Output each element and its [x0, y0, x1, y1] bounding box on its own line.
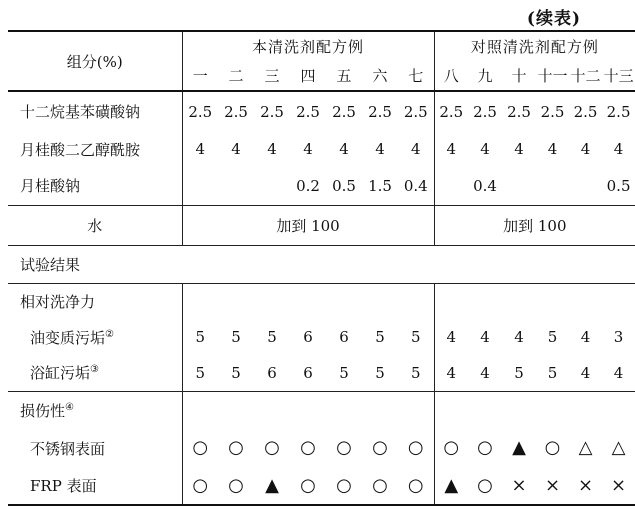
- cell: 0.5: [332, 176, 356, 195]
- cell: [502, 167, 536, 205]
- cell: 5: [182, 319, 218, 355]
- water-group-a: 加到 100: [182, 205, 434, 245]
- cell: 2.5: [540, 102, 565, 121]
- rating-symbol: △: [578, 437, 593, 458]
- cell: [569, 167, 602, 205]
- cell: [434, 167, 468, 205]
- row-label: 不锈钢表面: [30, 439, 106, 458]
- cell: 3: [613, 328, 624, 346]
- col-header: 十一: [536, 61, 569, 91]
- cell: 2.5: [332, 102, 356, 121]
- cell: 4: [580, 328, 591, 346]
- row-label-text: 油变质污垢: [30, 328, 106, 347]
- cell: 4: [480, 363, 490, 382]
- formulation-table: [8, 30, 635, 506]
- table-row: [8, 91, 635, 131]
- rating-symbol: ○: [228, 474, 244, 496]
- water-row: [8, 205, 635, 245]
- col-header: 十二: [569, 61, 602, 91]
- footnote-mark: ②: [105, 328, 114, 340]
- results-title-row: [8, 245, 635, 283]
- cell: 4: [267, 140, 277, 158]
- detergency-title: 相对洗净力: [8, 283, 182, 319]
- cell: 2.5: [403, 102, 428, 121]
- cell: 5: [375, 363, 385, 382]
- cell: 4: [514, 328, 524, 346]
- cell: 2.5: [606, 102, 631, 121]
- cell: [536, 167, 569, 205]
- cell: 4: [410, 140, 421, 158]
- footnote-mark: ③: [90, 364, 99, 376]
- water-label: 水: [8, 205, 182, 245]
- rating-symbol: ○: [182, 467, 218, 505]
- col-header: 十: [502, 61, 536, 91]
- cell: 4: [303, 140, 313, 158]
- cell: 5: [410, 363, 421, 382]
- cell: 4: [434, 355, 468, 391]
- rating-symbol: ○: [264, 437, 280, 458]
- cell: 4: [339, 140, 349, 158]
- cell: 6: [303, 363, 313, 382]
- cell: 2.5: [368, 102, 392, 121]
- rating-symbol: ○: [477, 474, 493, 496]
- cell: 4: [231, 140, 241, 158]
- water-group-b: 加到 100: [434, 205, 635, 245]
- cell: [182, 167, 218, 205]
- rating-symbol: ○: [336, 437, 352, 458]
- cell: 4: [182, 131, 218, 167]
- cell: 2.5: [434, 91, 468, 131]
- cell: 5: [231, 328, 241, 346]
- row-label: 十二烷基苯磺酸钠: [20, 103, 141, 121]
- damage-title-text: 损伤性: [20, 401, 66, 420]
- rating-symbol: ×: [544, 474, 561, 496]
- cell: 6: [267, 363, 277, 382]
- cell: 4: [434, 319, 468, 355]
- table-row: [8, 131, 635, 167]
- rating-symbol: ○: [182, 429, 218, 467]
- col-header: 一: [182, 61, 218, 91]
- cell: 4: [613, 363, 624, 382]
- rating-symbol: ×: [611, 474, 627, 496]
- table-row: [8, 467, 635, 505]
- cell: 0.4: [403, 176, 428, 195]
- table-bottom-rule: [8, 505, 635, 506]
- cell: 4: [480, 328, 490, 346]
- bottom-rule: [8, 505, 635, 506]
- cell: 2.5: [224, 102, 248, 121]
- rating-symbol: ○: [336, 474, 352, 496]
- cell: 4: [375, 140, 385, 158]
- cell: 5: [267, 328, 277, 346]
- rating-symbol: ▲: [434, 467, 468, 505]
- cell: 5: [339, 363, 349, 382]
- cell: 5: [547, 363, 558, 382]
- rating-symbol: ○: [300, 474, 316, 496]
- col-header: 五: [326, 61, 362, 91]
- rating-symbol: ○: [372, 474, 388, 496]
- rating-symbol: ×: [511, 474, 527, 496]
- col-header: 七: [398, 61, 434, 91]
- col-header: 八: [434, 61, 468, 91]
- cell: 2.5: [260, 102, 284, 121]
- cell: [254, 167, 290, 205]
- damage-title-row: [8, 391, 635, 429]
- rating-symbol: ○: [300, 437, 316, 458]
- rating-symbol: ×: [577, 474, 594, 496]
- footnote-mark: ④: [65, 401, 74, 413]
- row-label-text: 浴缸污垢: [30, 364, 91, 383]
- row-label: FRP 表面: [30, 477, 97, 495]
- table-row: [8, 355, 635, 391]
- rating-symbol: △: [611, 437, 626, 458]
- cell: 5: [182, 355, 218, 391]
- cell: 0.5: [606, 176, 631, 195]
- cell: 4: [580, 363, 591, 382]
- table-row: [8, 319, 635, 355]
- table-row: [8, 167, 635, 205]
- col-header: 三: [254, 61, 290, 91]
- cell: 4: [514, 140, 524, 158]
- cell: 1.5: [368, 176, 392, 195]
- cell: 4: [547, 140, 558, 158]
- cell: 2.5: [473, 102, 497, 121]
- component-header: 组分(%): [8, 31, 182, 91]
- spacer: [182, 283, 434, 319]
- detergency-title-row: [8, 283, 635, 319]
- row-label: [8, 355, 182, 391]
- cell: 2.5: [296, 102, 320, 121]
- row-label: 月桂酸二乙醇酰胺: [20, 140, 141, 159]
- cell: 4: [480, 140, 490, 158]
- col-header: 四: [290, 61, 326, 91]
- cell: 5: [231, 363, 241, 382]
- damage-title: [8, 391, 182, 429]
- cell: 6: [339, 328, 349, 346]
- cell: [218, 167, 254, 205]
- table-row: [8, 429, 635, 467]
- continued-label: (续表): [526, 9, 581, 29]
- row-label: [8, 319, 182, 355]
- spacer: [182, 391, 434, 429]
- cell: 2.5: [182, 91, 218, 131]
- rating-symbol: ○: [544, 437, 561, 458]
- group-b-header: 对照清洗剂配方例: [434, 31, 635, 61]
- group-a-header: 本清洗剂配方例: [182, 31, 434, 61]
- cell: 5: [547, 328, 558, 346]
- cell: 5: [375, 328, 385, 346]
- rating-symbol: ○: [228, 437, 244, 458]
- header-row-groups: [8, 31, 635, 61]
- rating-symbol: ○: [407, 437, 424, 458]
- cell: 0.4: [473, 176, 497, 195]
- cell: 4: [580, 140, 591, 158]
- rating-symbol: ▲: [265, 474, 279, 496]
- cell: 2.5: [573, 102, 598, 121]
- col-header: 六: [362, 61, 398, 91]
- results-title: 试验结果: [8, 245, 635, 283]
- cell: 4: [434, 131, 468, 167]
- row-label: 月桂酸钠: [20, 177, 81, 196]
- rating-symbol: ○: [477, 437, 493, 458]
- rating-symbol: ○: [434, 429, 468, 467]
- col-header: 二: [218, 61, 254, 91]
- cell: 0.2: [296, 176, 320, 195]
- cell: 5: [410, 328, 421, 346]
- rating-symbol: ○: [372, 437, 388, 458]
- cell: 2.5: [507, 102, 531, 121]
- col-header: 九: [468, 61, 502, 91]
- cell: 4: [613, 140, 624, 158]
- rating-symbol: ○: [407, 474, 424, 496]
- col-header: 十三: [602, 61, 635, 91]
- cell: 5: [514, 363, 524, 382]
- spacer: [434, 283, 635, 319]
- rating-symbol: ▲: [512, 437, 526, 458]
- spacer: [434, 391, 635, 429]
- cell: 6: [303, 328, 313, 346]
